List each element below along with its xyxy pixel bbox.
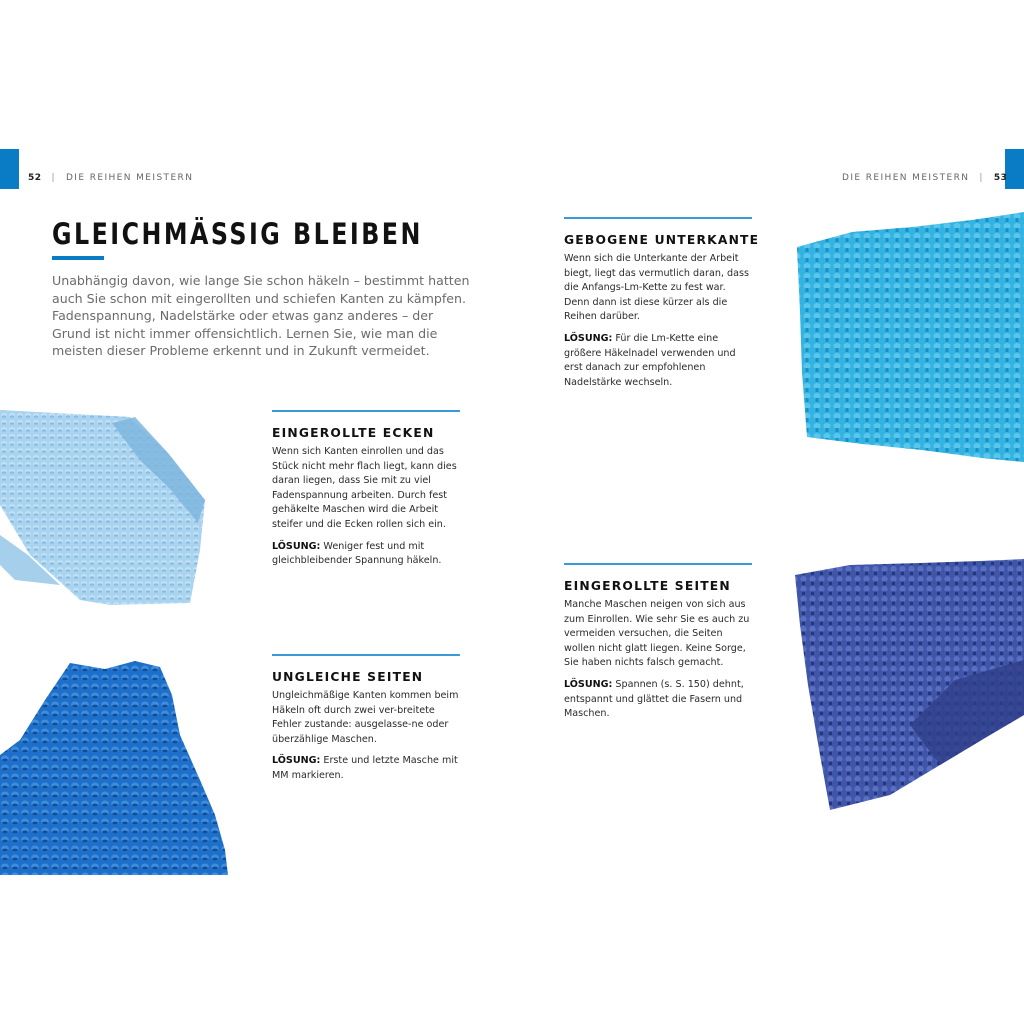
section-rule bbox=[564, 563, 752, 565]
section-heading: GEBOGENE UNTERKANTE bbox=[564, 233, 760, 247]
section-rule bbox=[272, 410, 460, 412]
solution-label: LÖSUNG: bbox=[564, 678, 613, 690]
left-header-separator: | bbox=[51, 173, 56, 183]
solution-text: Für die Lm-Kette eine größere Häkelnadel verwenden und erst danach zur empfohlenen Nadelstärke wechseln. bbox=[564, 332, 736, 388]
section-solution bbox=[272, 754, 460, 783]
section-gebogene-unterkante bbox=[564, 217, 760, 397]
section-heading: EINGEROLLTE ECKEN bbox=[272, 426, 435, 440]
right-page-number: 53 bbox=[993, 173, 1008, 183]
solution-label: LÖSUNG: bbox=[564, 332, 613, 344]
section-solution bbox=[564, 332, 752, 390]
section-rule bbox=[564, 217, 752, 219]
left-chapter-title: DIE REIHEN MEISTERN bbox=[65, 173, 194, 183]
right-chapter-title: DIE REIHEN MEISTERN bbox=[842, 173, 970, 183]
light-blue-curled-swatch-photo bbox=[0, 405, 215, 615]
section-eingerollte-ecken bbox=[272, 410, 460, 576]
page-title: GLEICHMÄSSIG BLEIBEN bbox=[52, 217, 423, 251]
section-body: Wenn sich die Unterkante der Arbeit biegt, liegt das vermutlich daran, dass die Anfangs-Lm-Kette zu fest war. Denn dann ist diese kürzer als die Reihen darüber. bbox=[564, 253, 749, 323]
navy-curled-swatch-photo bbox=[790, 555, 1024, 815]
right-running-header bbox=[842, 171, 1007, 185]
section-ungleiche-seiten bbox=[272, 654, 460, 791]
solution-text: Erste und letzte Masche mit MM markieren. bbox=[272, 755, 458, 781]
section-heading: UNGLEICHE SEITEN bbox=[272, 670, 424, 684]
solution-text: Weniger fest und mit gleichbleibender Spannung häkeln. bbox=[272, 540, 442, 567]
left-running-header bbox=[28, 171, 193, 185]
section-body: Manche Maschen neigen von sich aus zum Einrollen. Wie sehr Sie es auch zu vermeiden versuchen, die Seiten wollen nicht glatt liegen. Keine Sorge, Sie haben nichts falsch gemacht. bbox=[564, 599, 750, 669]
blue-uneven-swatch-photo bbox=[0, 655, 232, 875]
title-underline bbox=[52, 256, 104, 260]
section-rule bbox=[272, 654, 460, 656]
solution-text: Spannen (s. S. 150) dehnt, entspannt und glättet die Fasern und Maschen. bbox=[564, 678, 744, 720]
section-solution bbox=[272, 540, 460, 569]
right-header-separator: | bbox=[979, 173, 984, 183]
section-body: Wenn sich Kanten einrollen und das Stück nicht mehr flach liegt, kann dies daran liegen, dass Sie mit zu viel Fadenspannung arbeiten. Durch fest gehäkelte Maschen wird die Arbeit steifer und die Ecken rollen sich ein. bbox=[272, 446, 457, 530]
turquoise-swatch-photo bbox=[792, 212, 1024, 462]
left-page-tab bbox=[0, 149, 19, 189]
section-eingerollte-seiten bbox=[564, 563, 752, 729]
turquoise-swatch-body bbox=[797, 212, 1024, 462]
intro-paragraph: Unabhängig davon, wie lange Sie schon häkeln – bestimmt hatten auch Sie schon mit eingerollten und schiefen Kanten zu kämpfen. Fadenspannung, Nadelstärke oder etwas ganz anderes – der Grund ist nicht immer offensichtlich. Lernen Sie, wie man die meisten dieser Probleme erkennt und in Zukunft vermeidet. bbox=[52, 273, 470, 358]
solution-label: LÖSUNG: bbox=[272, 755, 321, 767]
section-solution bbox=[564, 678, 752, 722]
left-page-number: 52 bbox=[28, 173, 42, 183]
solution-label: LÖSUNG: bbox=[272, 540, 321, 552]
blue-swatch-body bbox=[0, 661, 228, 875]
right-page-tab bbox=[1005, 149, 1024, 189]
section-body: Ungleichmäßige Kanten kommen beim Häkeln oft durch zwei ver-breitete Fehler zustande: ausgelasse-ne oder überzählige Maschen. bbox=[272, 690, 459, 745]
section-heading: EINGEROLLTE SEITEN bbox=[564, 579, 731, 593]
